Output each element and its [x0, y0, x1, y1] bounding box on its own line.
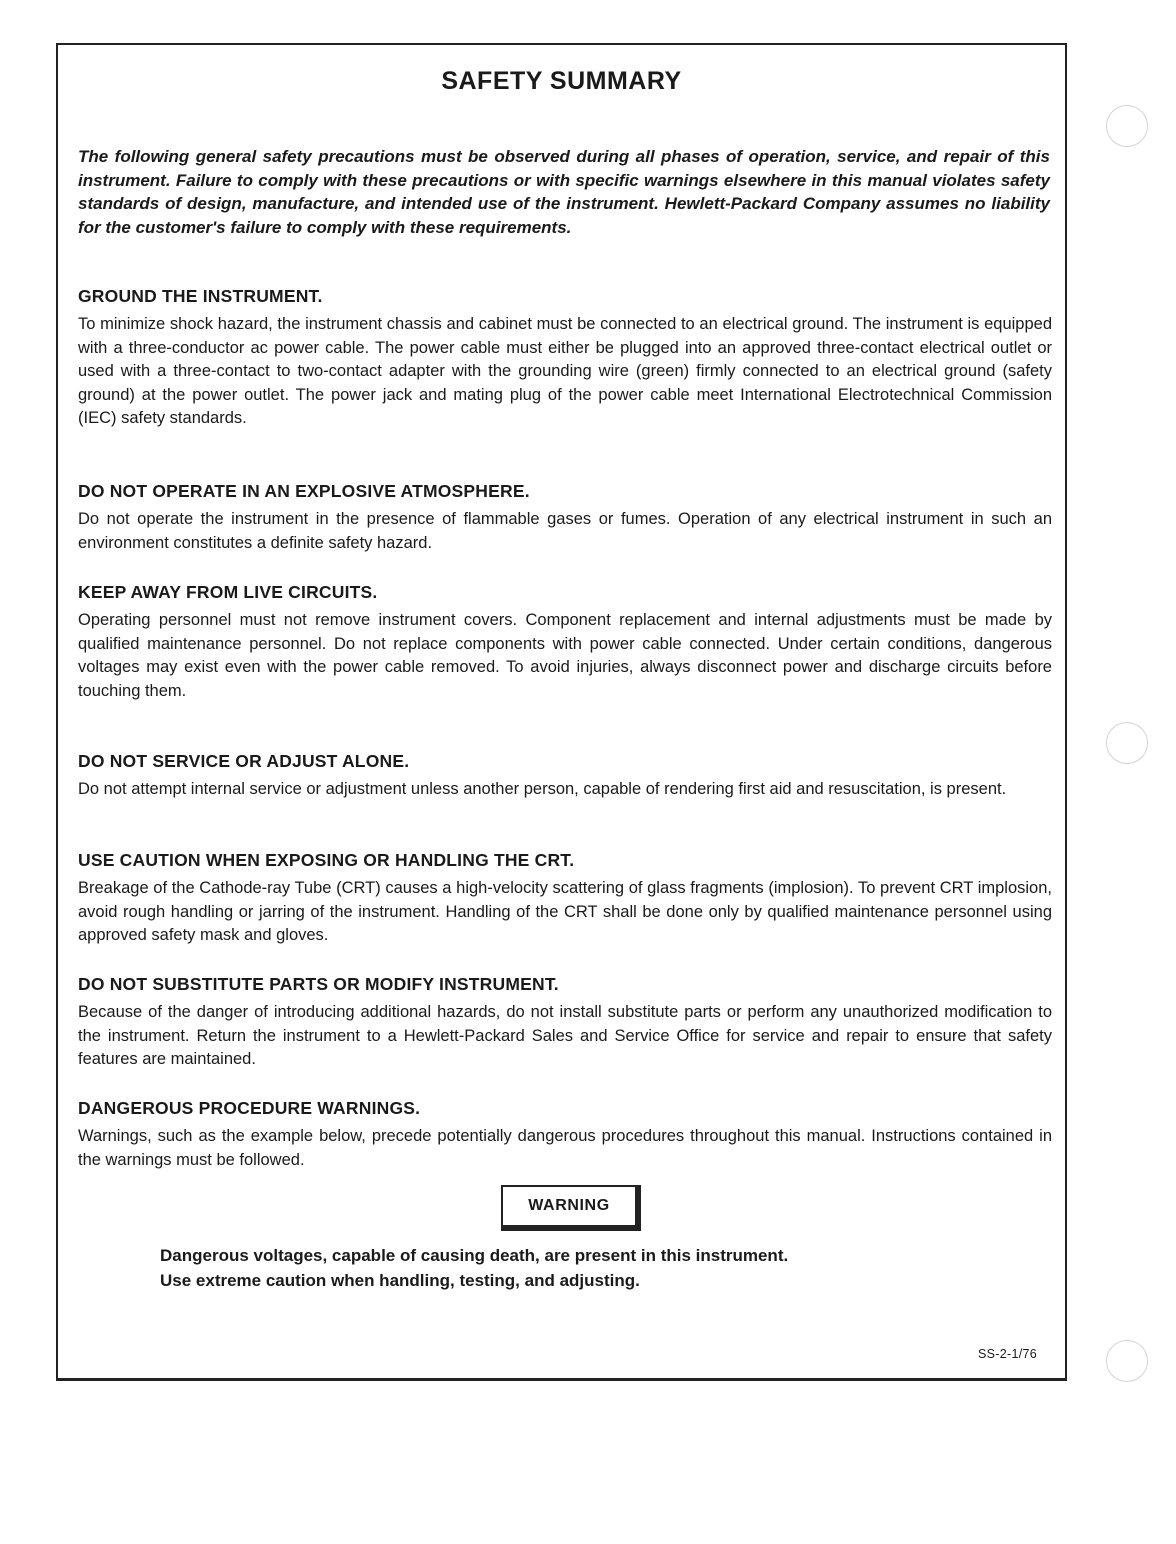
section-heading: KEEP AWAY FROM LIVE CIRCUITS.: [78, 582, 378, 602]
section-ground-instrument: [78, 285, 1052, 431]
section-heading: DO NOT SUBSTITUTE PARTS OR MODIFY INSTRUMENT.: [78, 974, 559, 994]
binder-hole-icon: [1106, 722, 1148, 764]
warning-line: Dangerous voltages, capable of causing death, are present in this instrument.: [160, 1246, 789, 1265]
section-heading: GROUND THE INSTRUMENT.: [78, 286, 323, 306]
section-body: Do not operate the instrument in the presence of flammable gases or fumes. Operation of any electrical instrument in such an environment constitutes a definite safety hazard.: [78, 510, 1052, 552]
section-body: Breakage of the Cathode-ray Tube (CRT) causes a high-velocity scattering of glass fragments (implosion). To prevent CRT implosion, avoid rough handling or jarring of the instrument. Handling of the CRT shall be done only by qualified maintenance personnel using approved safety mask and gloves.: [78, 879, 1052, 945]
binder-hole-icon: [1106, 1340, 1148, 1382]
section-body: Warnings, such as the example below, precede potentially dangerous procedures throughout this manual. Instructions contained in the warnings must be followed.: [78, 1127, 1052, 1169]
section-service-alone: [78, 750, 1052, 802]
section-procedure-warnings: [78, 1097, 1052, 1172]
intro-paragraph: The following general safety precautions must be observed during all phases of operation, service, and repair of this instrument. Failure to comply with these precautions or with specific warnings elsewhere in this manual violates safety standards of design, manufacture, and intended use of the instrument. Hewlett-Packard Company assumes no liability for the customer's failure to comply with these requirements.: [78, 147, 1050, 237]
warning-label-box: WARNING: [501, 1185, 641, 1231]
binder-hole-icon: [1106, 105, 1148, 147]
warning-line: Use extreme caution when handling, testing, and adjusting.: [160, 1271, 640, 1290]
section-substitute-parts: [78, 973, 1052, 1072]
page-frame: [56, 43, 1067, 1381]
section-crt-caution: [78, 849, 1052, 948]
section-heading: DO NOT OPERATE IN AN EXPLOSIVE ATMOSPHERE.: [78, 481, 530, 501]
section-heading: DANGEROUS PROCEDURE WARNINGS.: [78, 1098, 421, 1118]
section-body: Because of the danger of introducing additional hazards, do not install substitute parts or perform any unauthorized modification to the instrument. Return the instrument to a Hewlett-Packard Sales and Service Office for service and repair to ensure that safety features are maintained.: [78, 1003, 1052, 1069]
section-body: Operating personnel must not remove instrument covers. Component replacement and internal adjustments must be made by qualified maintenance personnel. Do not replace components with power cable connected. Under certain conditions, dangerous voltages may exist even with the power cable removed. To avoid injuries, always disconnect power and discharge circuits before touching them.: [78, 611, 1052, 700]
page-title: SAFETY SUMMARY: [441, 67, 682, 95]
section-body: To minimize shock hazard, the instrument chassis and cabinet must be connected to an electrical ground. The instrument is equipped with a three-conductor ac power cable. The power cable must either be plugged into an approved three-contact electrical outlet or used with a three-contact to two-contact adapter with the grounding wire (green) firmly connected to an electrical ground (safety ground) at the power outlet. The power jack and mating plug of the power cable meet International Electrotechnical Commission (IEC) safety standards.: [78, 315, 1052, 428]
section-live-circuits: [78, 581, 1052, 703]
section-heading: DO NOT SERVICE OR ADJUST ALONE.: [78, 751, 410, 771]
document-id: SS-2-1/76: [978, 1347, 1037, 1361]
warning-message: [160, 1243, 1040, 1293]
section-body: Do not attempt internal service or adjustment unless another person, capable of rendering first aid and resuscitation, is present.: [78, 780, 1007, 798]
section-heading: USE CAUTION WHEN EXPOSING OR HANDLING THE CRT.: [78, 850, 575, 870]
section-explosive-atmosphere: [78, 480, 1052, 555]
